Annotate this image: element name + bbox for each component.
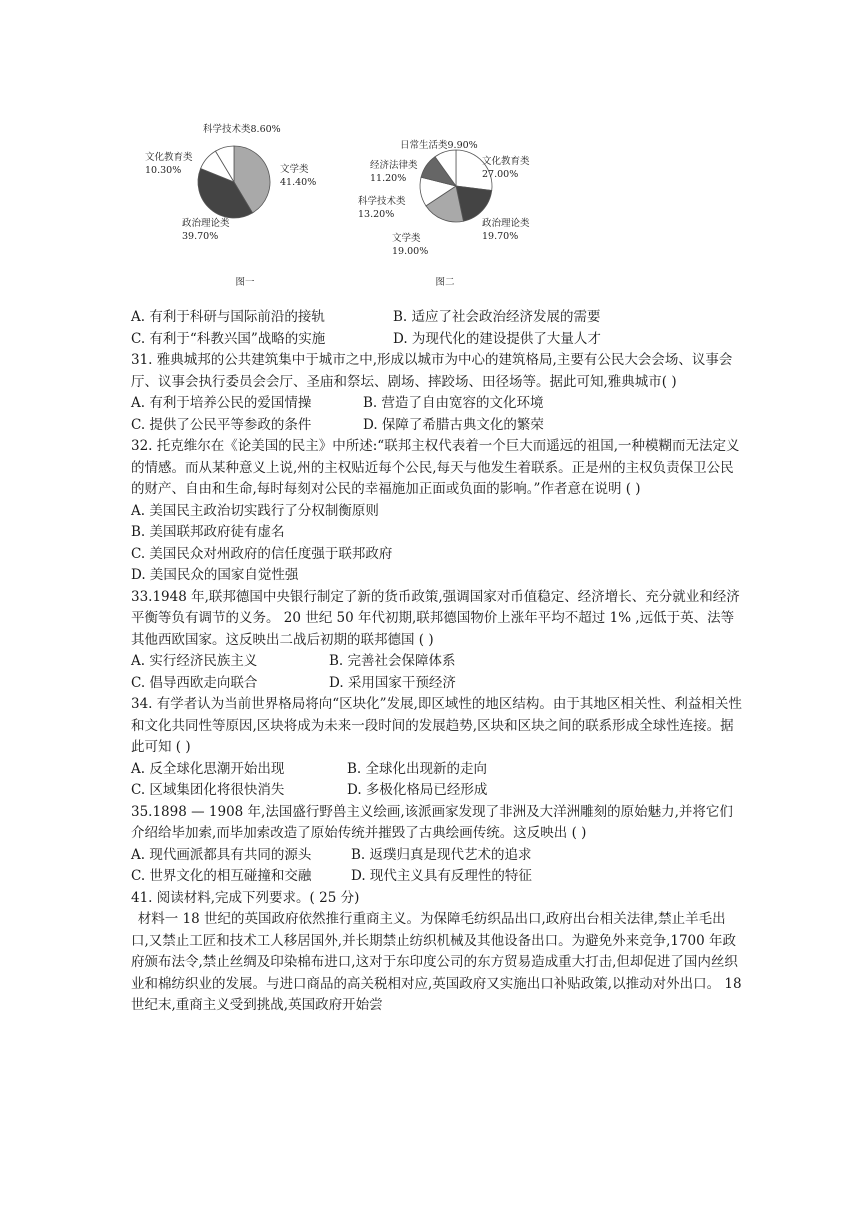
q33-option-b: B. 完善社会保障体系 bbox=[329, 653, 456, 669]
q41-stem: 41. 阅读材料,完成下列要求。( 25 分) bbox=[131, 889, 360, 906]
chart2-slice-value: 13.20% bbox=[358, 209, 395, 220]
q33-option-c: C. 倡导西欧走向联合 bbox=[131, 674, 258, 691]
q35-option-b: B. 返璞归真是现代艺术的追求 bbox=[351, 846, 532, 863]
charts-figure bbox=[120, 118, 580, 298]
q41-material: 材料一 18 世纪的英国政府依然推行重商主义。为保障毛纺织品出口,政府出台相关法律,禁止羊毛出口,又禁止工匠和技术工人移居国外,并长期禁止纺织机械及其他设备出口。为避免外来竞争,1700 年政府颁布法令,禁止丝绸及印染棉布进口,这对于东印度公司的东方贸易造成重大打击,但却促进了国内丝织业和棉纺织业的发展。与进口商品的高关税相对应,英国政府又实施出口补贴政策,以推动对外出口。 18 世纪末,重商主义受到挑战,英国政府开始尝 bbox=[131, 911, 742, 1013]
q30-option-d: D. 为现代化的建设提供了大量人才 bbox=[393, 330, 601, 347]
q33-stem: 33.1948 年,联邦德国中央银行制定了新的货币政策,强调国家对币值稳定、经济增长、充分就业和经济平衡等负有调节的义务。 20 世纪 50 年代初期,联邦德国物价上涨年平均不超过 1% ,远低于英、法等其他西欧国家。这反映出二战后初期的联邦德国 ( ) bbox=[131, 588, 740, 648]
q30-option-b: B. 适应了社会政治经济发展的需要 bbox=[393, 309, 601, 325]
q35-stem: 35.1898 — 1908 年,法国盛行野兽主义绘画,该派画家发现了非洲及大洋洲雕刻的原始魅力,并将它们介绍给毕加索,而毕加索改造了原始传统并摧毁了古典绘画传统。这反映出 ( ) bbox=[131, 803, 733, 841]
q33-option-a: A. 实行经济民族主义 bbox=[131, 653, 258, 669]
q30-option-a: A. 有利于科研与国际前沿的接轨 bbox=[131, 309, 325, 325]
chart1-slice-label: 科学技术类8.60% bbox=[203, 124, 281, 135]
chart1-slice-label: 文化教育类 bbox=[145, 152, 193, 163]
q31-option-d: D. 保障了希腊古典文化的繁荣 bbox=[363, 416, 544, 433]
q31-option-a: A. 有利于培养公民的爱国情操 bbox=[131, 395, 312, 411]
chart2-slice-label: 科学技术类 bbox=[358, 196, 406, 207]
chart2-slice-value: 19.00% bbox=[392, 246, 429, 257]
q34-options-row-2 bbox=[131, 780, 743, 802]
q34-options-row-1 bbox=[131, 759, 743, 781]
pie-charts bbox=[120, 118, 580, 298]
chart2-slice-label: 日常生活类9.90% bbox=[400, 140, 478, 151]
q32-option-a: A. 美国民主政治切实践行了分权制衡原则 bbox=[131, 502, 379, 519]
q30-options-row-1 bbox=[131, 307, 743, 329]
q34-option-b: B. 全球化出现新的走向 bbox=[347, 760, 488, 777]
chart2-slice-value: 11.20% bbox=[370, 173, 407, 184]
q33-options-row-1 bbox=[131, 651, 743, 673]
chart2-slice-label: 文学类 bbox=[392, 233, 421, 244]
q31-stem: 31. 雅典城邦的公共建筑集中于城市之中,形成以城市为中心的建筑格局,主要有公民大会会场、议事会厅、议事会执行委员会会厅、圣庙和祭坛、剧场、摔跤场、田径场等。据此可知,雅典城市( ) bbox=[131, 352, 733, 390]
chart2-caption: 图二 bbox=[435, 277, 455, 288]
q31-options-row-2 bbox=[131, 415, 743, 437]
q35-option-d: D. 现代主义具有反理性的特征 bbox=[351, 868, 532, 884]
q34-option-a: A. 反全球化思潮开始出现 bbox=[131, 760, 285, 777]
chart2-slice-label: 政治理论类 bbox=[482, 218, 530, 229]
q30-options-row-2 bbox=[131, 329, 743, 351]
q30-option-c: C. 有利于“科教兴国”战略的实施 bbox=[131, 330, 326, 347]
q35-option-c: C. 世界文化的相互碰撞和交融 bbox=[131, 868, 312, 884]
q32-option-c: C. 美国民众对州政府的信任度强于联邦政府 bbox=[131, 545, 393, 562]
q32-option-d: D. 美国民众的国家自觉性强 bbox=[131, 567, 299, 583]
chart1-slice-label: 文学类 bbox=[280, 164, 309, 175]
q35-options-row-1 bbox=[131, 845, 743, 867]
q34-option-d: D. 多极化格局已经形成 bbox=[347, 782, 488, 798]
question-content bbox=[131, 307, 743, 1017]
chart1-caption: 图一 bbox=[235, 277, 255, 288]
chart2-slice-value: 27.00% bbox=[482, 169, 519, 180]
q32-option-b: B. 美国联邦政府徒有虚名 bbox=[131, 524, 285, 540]
q32-stem: 32. 托克维尔在《论美国的民主》中所述:“联邦主权代表着一个巨大而遥远的祖国,一种模糊而无法定义的情感。而从某种意义上说,州的主权贴近每个公民,每天与他发生着联系。正是州的主权负责保卫公民的财产、自由和生命,每时每刻对公民的幸福施加正面或负面的影响。”作者意在说明 ( ) bbox=[131, 438, 740, 497]
q33-option-d: D. 采用国家干预经济 bbox=[329, 674, 456, 691]
q31-options-row-1 bbox=[131, 393, 743, 415]
q31-option-b: B. 营造了自由宽容的文化环境 bbox=[363, 395, 544, 411]
chart1-slice-label: 政治理论类 bbox=[182, 218, 230, 229]
q33-options-row-2 bbox=[131, 673, 743, 695]
q35-options-row-2 bbox=[131, 866, 743, 888]
chart1-slice-value: 10.30% bbox=[145, 165, 182, 176]
q35-option-a: A. 现代画派都具有共同的源头 bbox=[131, 846, 312, 863]
chart1-slice-value: 41.40% bbox=[280, 177, 317, 188]
chart2-slice-label: 经济法律类 bbox=[370, 160, 418, 171]
q34-option-c: C. 区域集团化将很快消失 bbox=[131, 782, 285, 798]
chart2-slice-label: 文化教育类 bbox=[482, 156, 530, 167]
q31-option-c: C. 提供了公民平等参政的条件 bbox=[131, 416, 312, 433]
chart1-slice-value: 39.70% bbox=[182, 231, 219, 242]
chart2-slice-value: 19.70% bbox=[482, 231, 519, 242]
q34-stem: 34. 有学者认为当前世界格局将向“区块化”发展,即区域性的地区结构。由于其地区相关性、利益相关性和文化共同性等原因,区块将成为未来一段时间的发展趋势,区块和区块之间的联系形成全球性连接。据此可知 ( ) bbox=[131, 696, 742, 755]
